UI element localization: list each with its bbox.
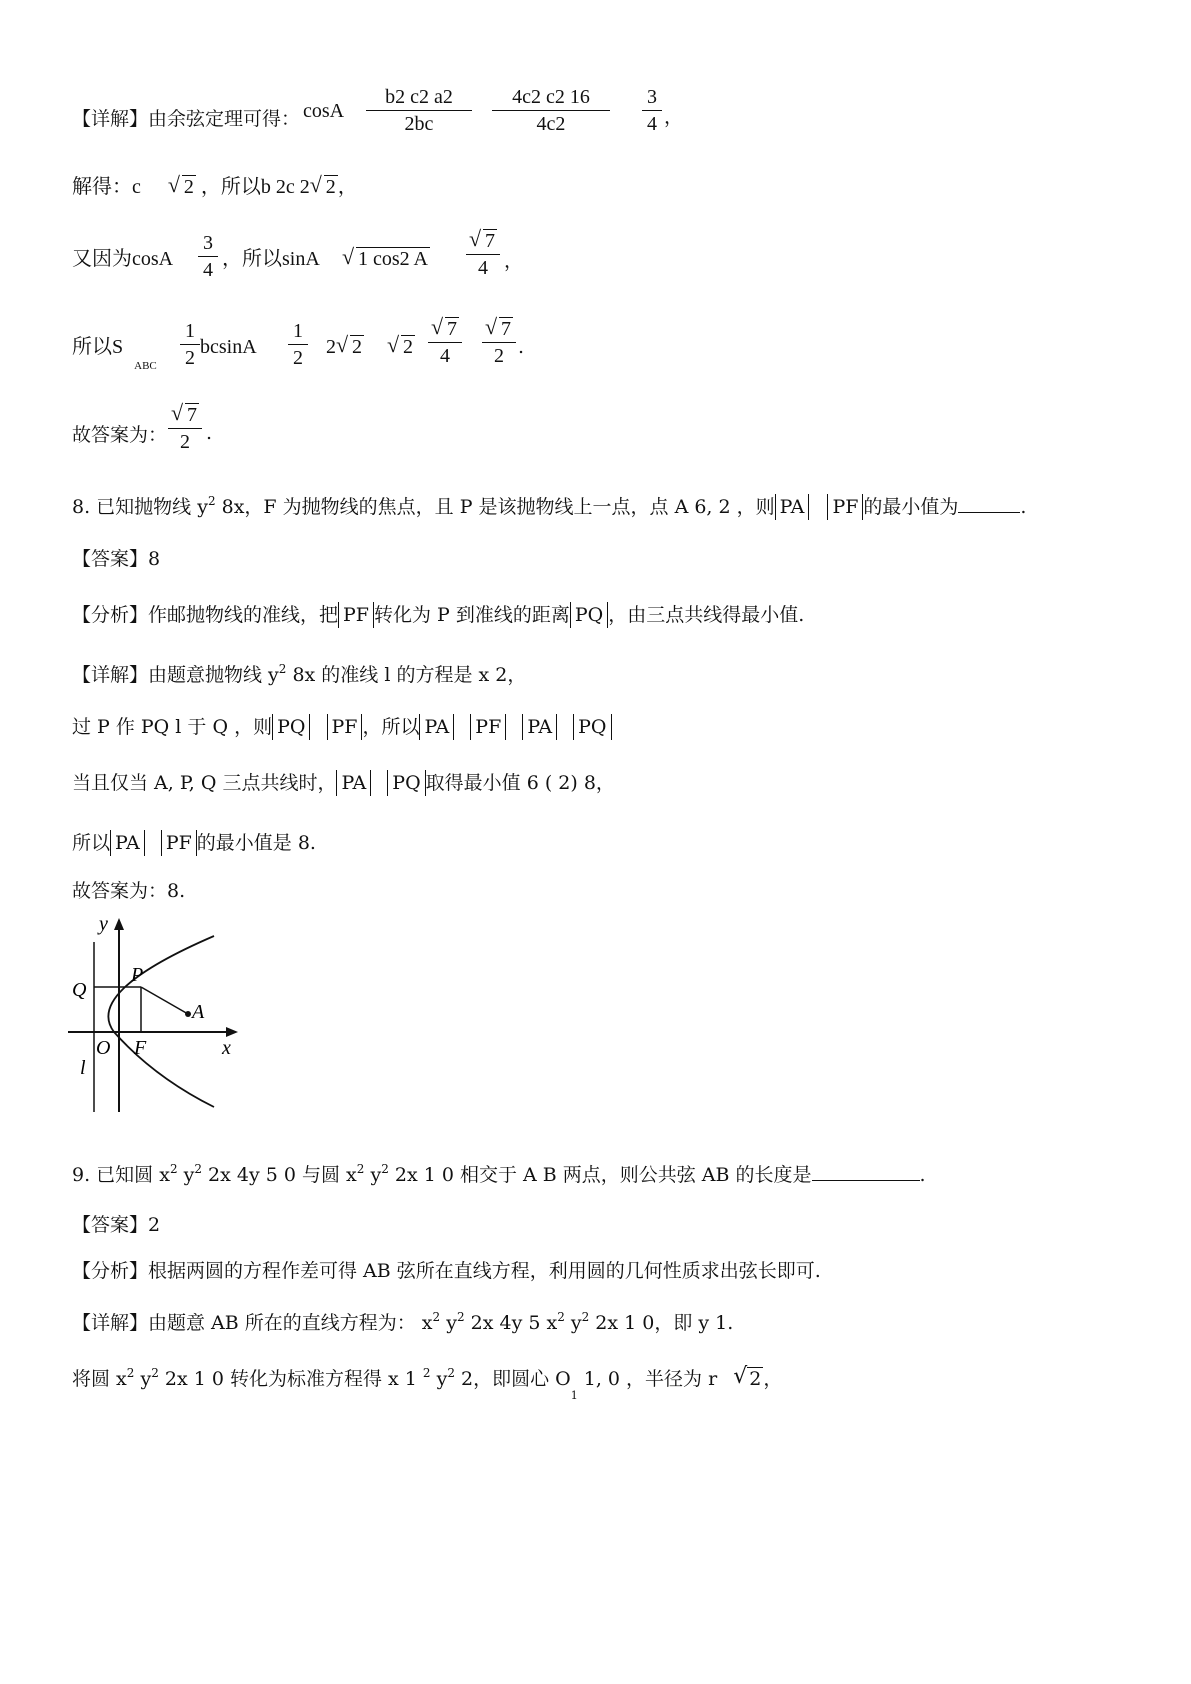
fraction-denominator: 2: [180, 431, 190, 453]
text: 1, 0 ，半径为 r: [577, 1368, 718, 1390]
superscript: 2: [557, 1310, 565, 1324]
text: 【详解】由题意抛物线 y: [72, 664, 279, 686]
sqrt-expr: [326, 336, 415, 358]
fraction-numerator: [466, 230, 500, 252]
abs-value: PA: [522, 714, 557, 740]
sqrt: [336, 336, 364, 358]
label-x: x: [222, 1037, 231, 1059]
superscript: 2: [169, 1162, 178, 1176]
sqrt: [342, 248, 430, 270]
fraction-numerator: 3: [647, 86, 657, 108]
text: y: [430, 1368, 448, 1390]
answer: 【答案】8: [72, 548, 161, 570]
text: y: [364, 1164, 382, 1186]
subscript: ABC: [134, 360, 157, 372]
superscript: 2: [581, 1310, 590, 1324]
sqrt: [485, 318, 513, 340]
fraction-numerator: 1: [185, 320, 195, 342]
answer-blank: [958, 512, 1020, 513]
sqrt-expr: [342, 248, 430, 270]
fraction: [180, 320, 200, 369]
text: 8x 的准线 l 的方程是 x 2，: [286, 664, 527, 686]
text-line: [72, 176, 358, 198]
fraction: [198, 232, 218, 281]
superscript: 2: [447, 1366, 455, 1380]
detail: [72, 1306, 733, 1334]
text: ，: [763, 1368, 783, 1390]
fraction-denominator: 4c2: [536, 113, 566, 135]
label-q: Q: [72, 979, 87, 1001]
text: 2，即圆心 O: [454, 1368, 571, 1390]
superscript: 2: [381, 1162, 389, 1176]
label-f: F: [134, 1037, 147, 1059]
abs-value: PF: [161, 830, 197, 856]
analysis: [72, 602, 804, 628]
radicand: 7: [501, 318, 511, 340]
abs-value: PF: [338, 602, 374, 628]
text: 2: [326, 336, 336, 358]
fraction-denominator: 4: [203, 259, 213, 281]
fraction-numerator: 1: [293, 320, 303, 342]
text: 所以S: [72, 336, 124, 358]
abs-value: PQ: [573, 714, 611, 740]
fraction: [428, 318, 462, 367]
sqrt: [310, 176, 338, 198]
text: 转化为 P 到准线的距离: [373, 604, 570, 626]
superscript: 2: [207, 494, 216, 508]
text: y: [564, 1312, 582, 1334]
radicand: 2: [352, 336, 362, 358]
text: 2x 1 0 转化为标准方程得 x 1: [158, 1368, 423, 1390]
text: 取得最小值 6 ( 2) 8，: [425, 772, 615, 794]
radicand: 7: [187, 404, 197, 426]
text: .: [919, 1164, 926, 1186]
superscript: 2: [456, 1310, 465, 1324]
abs-value: PA: [775, 494, 810, 520]
abs-value: PA: [419, 714, 454, 740]
text: 2x 1 0，即 y 1.: [589, 1312, 734, 1334]
abs-value: PQ: [387, 770, 425, 796]
detail: [72, 658, 526, 686]
label-l: l: [80, 1057, 86, 1079]
abs-value: PQ: [272, 714, 310, 740]
superscript: 2: [151, 1366, 159, 1380]
punctuation: ，: [664, 106, 684, 128]
text: 2x 4y 5 0 与圆 x: [202, 1164, 357, 1186]
sqrt: [469, 230, 497, 252]
superscript: 2: [278, 662, 287, 676]
text: ，所以b 2c 2: [200, 176, 310, 198]
segment-pa: [141, 987, 188, 1014]
radicand: 7: [485, 230, 495, 252]
superscript: 2: [422, 1366, 431, 1380]
punctuation: ，: [504, 250, 524, 272]
sqrt: [431, 318, 459, 340]
radicand: 1 cos2 A: [358, 248, 428, 270]
fraction: [482, 318, 516, 367]
text: 解得：c: [72, 176, 141, 198]
superscript: 2: [194, 1162, 202, 1176]
punctuation: .: [518, 336, 525, 358]
cos-a: cosA: [303, 100, 345, 122]
punctuation: .: [206, 422, 213, 444]
detail-line: [72, 1362, 783, 1402]
text: 又因为cosA: [72, 248, 174, 270]
text: 故答案为：: [72, 424, 168, 446]
text: [72, 336, 157, 372]
superscript: 2: [356, 1162, 365, 1176]
fraction: [168, 404, 202, 453]
abs-value: PQ: [570, 602, 608, 628]
sqrt: [387, 336, 415, 358]
fraction-denominator: 2: [494, 345, 504, 367]
point-a: [185, 1011, 191, 1017]
abs-value: PF: [470, 714, 506, 740]
superscript: 2: [126, 1366, 135, 1380]
label-a: A: [192, 1001, 205, 1023]
sqrt: [733, 1368, 763, 1390]
x-axis-arrow: [226, 1027, 238, 1037]
superscript: 2: [432, 1310, 441, 1324]
text: 【分析】作邮抛物线的准线，把: [72, 604, 339, 626]
detail-label: 【详解】由余弦定理可得：: [72, 108, 301, 130]
text: 将圆 x: [72, 1368, 127, 1390]
radicand: 2: [749, 1368, 762, 1390]
fraction-numerator: [482, 318, 516, 340]
fraction: [492, 86, 610, 135]
radicand: 2: [403, 336, 413, 358]
text: 8. 已知抛物线 y: [72, 496, 208, 518]
text: 2x 4y 5 x: [464, 1312, 558, 1334]
y-axis-arrow: [114, 918, 124, 930]
fraction-numerator: [168, 404, 202, 426]
detail-line: [72, 714, 612, 740]
text: y: [177, 1164, 195, 1186]
label-p: P: [131, 964, 144, 986]
sqrt: [168, 176, 196, 198]
text: ，所以: [362, 716, 420, 738]
analysis: 【分析】根据两圆的方程作差可得 AB 弦所在直线方程，利用圆的几何性质求出弦长即可.: [72, 1260, 821, 1282]
text: 所以: [72, 832, 111, 854]
final-answer: 故答案为：8.: [72, 880, 186, 902]
radicand: 7: [447, 318, 457, 340]
sqrt: [171, 404, 199, 426]
fraction-denominator: 4: [440, 345, 450, 367]
answer: 【答案】2: [72, 1214, 161, 1236]
label-y: y: [99, 913, 108, 935]
label-o: O: [96, 1037, 111, 1059]
fraction: [366, 86, 472, 135]
answer-blank: [812, 1180, 920, 1181]
text: 的最小值为: [863, 496, 959, 518]
fraction-numerator: 4c2 c2 16: [512, 86, 590, 108]
abs-value: PA: [336, 770, 371, 796]
text: .: [1020, 496, 1027, 518]
question-9-stem: [72, 1158, 926, 1186]
subscript: 1: [570, 1389, 578, 1402]
fraction-denominator: 4: [647, 113, 657, 135]
text: 的最小值是 8.: [196, 832, 316, 854]
parabola-figure: [64, 912, 254, 1112]
fraction-denominator: 2bc: [404, 113, 434, 135]
detail-line: [72, 830, 316, 856]
abs-value: PF: [827, 494, 863, 520]
fraction-denominator: 2: [293, 347, 303, 369]
fraction: [288, 320, 308, 369]
text: 【详解】由题意 AB 所在的直线方程为： x: [72, 1312, 433, 1334]
text: ，由三点共线得最小值.: [608, 604, 805, 626]
fraction-denominator: 4: [478, 257, 488, 279]
fraction: [642, 86, 662, 135]
text: y: [440, 1312, 457, 1334]
text: y: [134, 1368, 152, 1390]
abs-value: PA: [110, 830, 145, 856]
abs-value: PF: [327, 714, 363, 740]
text: ，所以sinA: [222, 248, 320, 270]
fraction: [466, 230, 500, 279]
fraction-numerator: 3: [203, 232, 213, 254]
fraction-numerator: b2 c2 a2: [385, 86, 453, 108]
fraction-numerator: [428, 318, 462, 340]
text: 当且仅当 A, P, Q 三点共线时，: [72, 772, 337, 794]
fraction-denominator: 2: [185, 347, 195, 369]
text: 9. 已知圆 x: [72, 1164, 170, 1186]
text: 2x 1 0 相交于 A B 两点，则公共弦 AB 的长度是: [388, 1164, 812, 1186]
radicand: 2: [325, 176, 336, 198]
text: bcsinA: [200, 336, 257, 358]
text: 8x，F 为抛物线的焦点，且 P 是该抛物线上一点，点 A 6, 2 ，则: [215, 496, 775, 518]
question-8-stem: [72, 490, 1026, 520]
radicand: 2: [183, 176, 194, 198]
text: 过 P 作 PQ l 于 Q ，则: [72, 716, 273, 738]
text: ，: [337, 176, 358, 198]
detail-line: [72, 770, 615, 796]
